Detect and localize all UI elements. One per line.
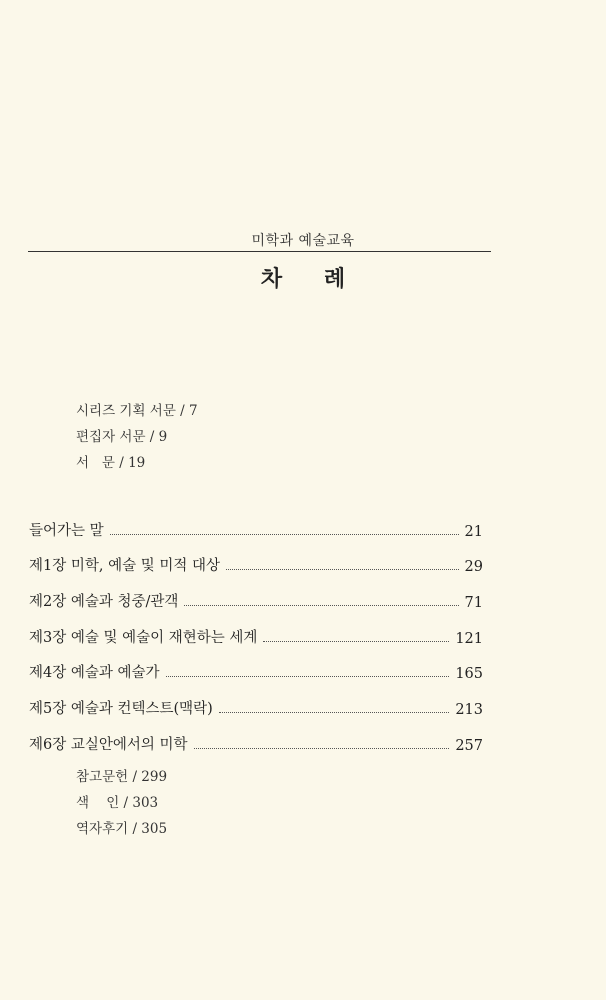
toc-list [29,504,483,754]
toc-entry-title: 제4장 예술과 예술가 [29,665,160,682]
back-matter-item: 역자후기 / 305 [76,821,168,837]
front-matter-list [76,402,198,480]
toc-entry-page: 257 [455,737,483,754]
toc-entry [29,575,483,611]
toc-entry-page: 71 [464,595,483,612]
toc-entry-title: 제2장 예술과 청중/관객 [29,594,179,611]
toc-entry [29,540,483,576]
toc-entry [29,611,483,647]
title-rule [28,251,491,252]
front-matter-item: 서 문 / 19 [76,455,146,471]
toc-entry-page: 29 [464,559,483,576]
toc-entry-page: 165 [455,666,483,683]
dot-leader [194,748,450,749]
dot-leader [226,569,459,570]
back-matter-item: 색 인 / 303 [76,795,159,811]
dot-leader [184,605,458,606]
toc-entry-page: 121 [455,630,483,647]
back-matter-list [76,768,167,846]
dot-leader [110,534,459,535]
toc-entry [29,647,483,683]
toc-entry-title: 제6장 교실안에서의 미학 [29,736,188,753]
toc-entry-page: 21 [464,523,483,540]
front-matter-item: 편집자 서문 / 9 [76,429,168,445]
toc-entry [29,718,483,754]
front-matter-item: 시리즈 기획 서문 / 7 [76,403,198,419]
back-matter-item: 참고문헌 / 299 [76,769,168,785]
toc-entry [29,504,483,540]
dot-leader [263,641,449,642]
toc-entry-title: 들어가는 말 [29,522,104,539]
toc-entry-page: 213 [455,702,483,719]
toc-entry-title: 제5장 예술과 컨텍스트(맥락) [29,701,213,718]
toc-heading: 차 례 [260,267,346,292]
toc-entry-title: 제3장 예술 및 예술이 재현하는 세계 [29,629,258,646]
toc-entry-title: 제1장 미학, 예술 및 미적 대상 [29,558,220,575]
toc-entry [29,682,483,718]
book-title: 미학과 예술교육 [251,233,355,249]
dot-leader [166,676,450,677]
dot-leader [219,712,449,713]
